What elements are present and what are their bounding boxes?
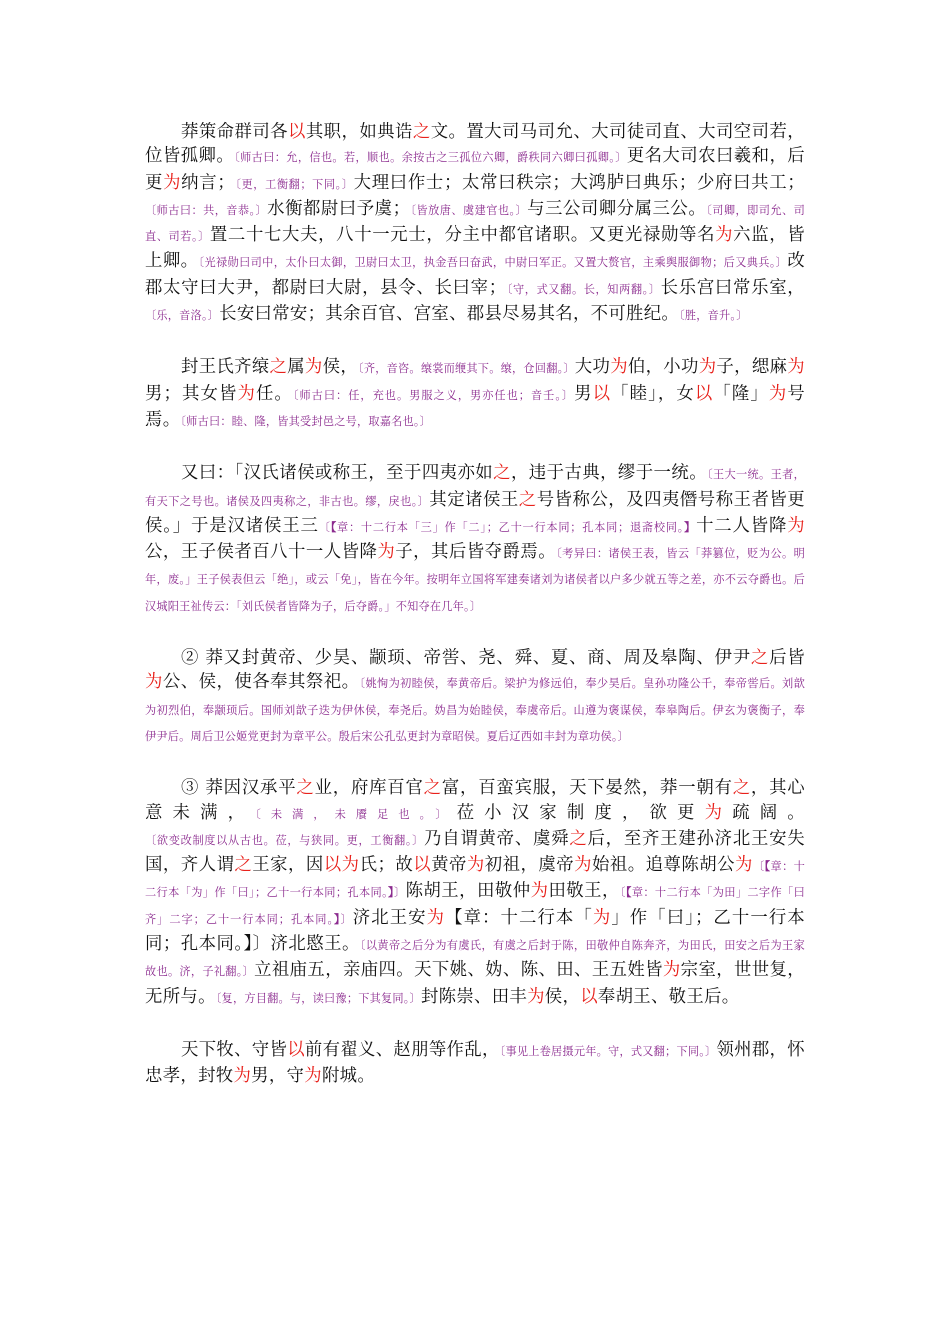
- highlighted-char: 之: [750, 648, 770, 669]
- body-text: 任。: [255, 383, 293, 404]
- highlighted-char: 之: [569, 828, 588, 849]
- highlighted-char: 以: [287, 1039, 305, 1060]
- body-text: 」作「曰」；乙十一行本同；孔本同。】〕济北愍王。: [145, 907, 805, 955]
- annotation-bracket: 【: [330, 519, 338, 534]
- annotation-note: 〔更，工衡翻；下同。〕: [235, 177, 354, 191]
- annotation-note: 〔: [619, 886, 626, 900]
- annotation-note: 〔王大一统。王者，有天下之号也。诸侯及四夷称之，非古也。缪，戾也。〕: [145, 468, 806, 508]
- annotation-note: 〔姚恂为初睦侯，奉黄帝后。梁护为修远伯，奉少昊后。皇孙功隆公千，奉帝喾后。刘歆为初烈伯，奉颛顼后。国师刘歆子迭为伊休侯，奉尧后。妫昌为始睦侯，奉虞帝后。山遵为褒谋侯，奉皋陶后。伊玄为褒衡子，奉伊尹后。周后卫公姬党更封为章平公。殷后宋公孔弘更封为章昭侯。夏后辽西如丰封为章功侯。〕: [145, 677, 805, 743]
- highlighted-char: 之: [493, 463, 511, 484]
- highlighted-char: 为: [610, 357, 628, 378]
- body-text: ② 莽又封黄帝、少昊、颛顼、帝喾、尧、舜、夏、商、周及皋陶、伊尹: [181, 648, 751, 669]
- highlighted-char: 为: [466, 855, 485, 876]
- highlighted-char: 之: [234, 855, 253, 876]
- body-text: 奉胡王、敬王后。: [597, 986, 740, 1007]
- annotation-note: 章：十二行本「为田」二字作「曰齐」二字；乙十一行本同；孔本同。: [145, 886, 805, 926]
- highlighted-char: 之: [296, 778, 315, 799]
- body-text: 「睦」，女: [611, 383, 695, 404]
- body-text: 侯，: [322, 357, 359, 378]
- body-text: 水衡都尉曰予虞；: [267, 198, 411, 219]
- body-text: 又曰：「汉氏诸侯或称王，至于四夷亦如: [181, 463, 494, 484]
- body-text: 子，缌麻: [716, 357, 788, 378]
- body-text: 更名大司农曰羲和，后更: [145, 146, 805, 193]
- annotation-note: 〔: [752, 860, 765, 874]
- body-text: 后，至齐王建孙济北王安失国，齐人谓: [145, 828, 805, 876]
- annotation-bracket: 】: [684, 519, 697, 534]
- body-text: 长安曰常安；其余百官、宫室、郡县尽易其名，不可胜纪。: [219, 304, 680, 325]
- body-text: 前有翟义、赵朋等作乱，: [304, 1039, 500, 1060]
- annotation-note: 〔乐，音洛。〕: [145, 309, 220, 323]
- body-text: 【章：十二行本「: [445, 907, 593, 928]
- body-text: 号皆称公，及四夷僭号称王者皆更侯。」于是汉诸侯王三: [145, 489, 805, 536]
- body-text: 附城。: [321, 1066, 376, 1087]
- annotation-note: 〔守，式又翻。长，知两翻。〕: [506, 282, 661, 296]
- highlighted-char: 为: [787, 357, 805, 378]
- body-text: 初祖，虞帝: [484, 855, 575, 876]
- body-text: 富，百蛮宾服，天下晏然，莽一朝有: [441, 778, 733, 799]
- body-text: 「隆」: [713, 383, 769, 404]
- paragraph-4: [145, 646, 805, 749]
- body-text: 疏阔。: [732, 802, 805, 823]
- highlighted-char: 为: [715, 225, 734, 246]
- body-text: 田敬王，: [548, 881, 620, 902]
- body-text: 男；其女皆: [145, 383, 238, 404]
- annotation-note: 〔考异曰：诸侯王表，皆云「莽篡位，贬为公。明年，废。」王子侯表但云「绝」，或云「免」，皆在今年。按明年立国将军建奏诸刘为诸侯者以户多少就五等之差，亦不云夺爵也。后汉城阳王祉传云：「刘氏侯者皆降为子，后夺爵。」不知夺在几年。〕: [145, 547, 805, 613]
- body-text: 领州郡，怀忠孝，封牧: [145, 1039, 805, 1087]
- body-text: 后皆: [769, 648, 805, 669]
- body-text: 其职，如典诰: [305, 122, 413, 142]
- annotation-note: 〔: [318, 520, 331, 534]
- body-text: 始祖。追尊陈胡公: [592, 855, 736, 876]
- annotation-note: 〔以黄帝之后分为有虞氏，有虞之后封于陈，田敬仲自陈奔齐，为田氏，田安之后为王家故也。济，子礼翻。〕: [145, 939, 805, 979]
- annotation-note: 〔师古曰：允，信也。若，顺也。余按古之三孤位六卿，爵秩同六卿曰孤卿。〕: [234, 151, 627, 165]
- body-text: 莅小汉家制度，欲更: [456, 802, 705, 823]
- body-text: 子，其后皆夺爵焉。: [395, 542, 557, 563]
- annotation-note: 〔师古曰：共，音恭。〕: [145, 203, 268, 217]
- body-text: 大理曰作士；太常曰秩宗；大鸿胪曰典乐；少府曰共工；: [353, 172, 805, 193]
- annotation-note: 〔事见上卷居摄元年。守，式又翻；下同。〕: [499, 1044, 717, 1058]
- body-text: 其定诸侯王: [429, 489, 519, 510]
- body-text: 莽策命群司各: [181, 122, 288, 142]
- highlighted-char: 为: [530, 881, 549, 902]
- annotation-bracket: 】: [388, 885, 394, 900]
- paragraph-2: [145, 355, 805, 434]
- annotation-bracket: 】: [334, 911, 341, 926]
- highlighted-char: 以: [580, 986, 598, 1007]
- highlighted-char: 为: [426, 907, 446, 928]
- body-text: 封陈崇、田丰: [420, 986, 528, 1007]
- highlighted-char: 为: [377, 542, 396, 563]
- body-text: ③ 莽因汉承平: [181, 778, 297, 799]
- annotation-bracket: 【: [764, 859, 771, 874]
- annotation-note: 〔光禄勋曰司中，太仆曰太御，卫尉曰太卫，执金吾曰奋武，中尉曰军正。又置大赘官，主乘舆服御物；后又典兵。〕: [198, 256, 788, 270]
- body-text: 伯，小功: [627, 357, 699, 378]
- highlighted-char: 之: [412, 122, 431, 142]
- body-text: ，其心意未满，: [145, 778, 805, 823]
- body-text: 属: [287, 357, 305, 378]
- body-text: 六监，皆上卿。: [145, 225, 805, 272]
- annotation-note: 〔未满，未餍足也。〕: [255, 807, 457, 821]
- highlighted-char: 为: [163, 172, 182, 193]
- highlighted-char: 为: [662, 960, 681, 981]
- body-text: 业，府库百官: [314, 778, 424, 799]
- highlighted-char: 为: [704, 802, 733, 823]
- body-text: 长乐宫曰常乐室，: [660, 277, 805, 298]
- body-text: 济北王安: [352, 907, 427, 928]
- body-text: 号焉。: [145, 383, 806, 430]
- paragraph-5: [145, 776, 805, 1011]
- highlighted-char: 之: [269, 357, 288, 378]
- body-text: 公，王子侯者百八十一人皆降: [145, 542, 378, 563]
- annotation-note: 〔司卿，即司允、司直、司若。〕: [145, 203, 805, 244]
- highlighted-char: 以: [288, 122, 306, 142]
- body-text: 十二人皆降: [696, 515, 788, 536]
- annotation-note: 〔胜，音升。〕: [679, 309, 748, 323]
- highlighted-char: 为: [304, 1066, 322, 1087]
- body-text: ，违于古典，缪于一统。: [510, 463, 708, 484]
- body-text: 男: [574, 383, 593, 404]
- paragraph-1: [145, 120, 805, 328]
- annotation-note: 〕: [394, 886, 406, 900]
- body-text: 宗室，世世复，无所与。: [145, 960, 805, 1007]
- body-text: 改郡太守曰大尹，都尉曰大尉，县令、长曰宰；: [145, 251, 806, 298]
- highlighted-char: 为: [698, 357, 717, 378]
- paragraph-3: [145, 461, 805, 619]
- highlighted-char: 之: [732, 778, 751, 799]
- annotation-note: 〕: [340, 912, 353, 926]
- body-text: 纳言；: [181, 172, 235, 193]
- highlighted-char: 为: [304, 357, 323, 378]
- annotation-note: 章：十二行本「为」作「曰」；乙十一行本同；孔本同。: [145, 860, 806, 900]
- annotation-note: 〔复，方目翻。与，读曰豫；下其复同。〕: [215, 991, 421, 1005]
- highlighted-char: 为: [237, 383, 256, 404]
- highlighted-char: 为: [735, 855, 753, 876]
- body-text: 立祖庙五，亲庙四。天下姚、妫、陈、田、王五姓皆: [254, 960, 663, 981]
- body-text: 大功: [574, 357, 611, 378]
- annotation-note: 章：十二行本「三」作「二」；乙十一行本同；孔本同；退斋校同。: [337, 520, 685, 534]
- highlighted-char: 为: [574, 855, 593, 876]
- highlighted-char: 为: [768, 383, 788, 404]
- paragraph-6: [145, 1038, 805, 1089]
- annotation-note: 〔欲变改制度以从古也。莅，与狭同。更，工衡翻。〕: [145, 833, 425, 847]
- body-text: 乃自谓黄帝、虞舜: [424, 828, 570, 849]
- highlighted-char: 为: [145, 672, 163, 693]
- highlighted-char: 之: [423, 778, 442, 799]
- body-text: 王家，因: [252, 855, 324, 876]
- body-text: 侯，: [544, 986, 581, 1007]
- highlighted-char: 以: [413, 855, 432, 876]
- body-text: 天下牧、守皆: [181, 1039, 288, 1060]
- highlighted-char: 为: [233, 1066, 252, 1087]
- highlighted-char: 为: [787, 515, 805, 536]
- highlighted-char: 以: [592, 383, 612, 404]
- highlighted-char: 以为: [323, 855, 360, 876]
- document-page: [145, 120, 805, 1116]
- highlighted-char: 以: [694, 383, 714, 404]
- highlighted-char: 为: [527, 986, 545, 1007]
- body-text: 男，守: [251, 1066, 305, 1087]
- highlighted-char: 之: [518, 489, 537, 510]
- annotation-bracket: 【: [625, 885, 632, 900]
- body-text: 封王氏齐缞: [181, 357, 270, 378]
- body-text: 与三公司卿分属三公。: [527, 198, 707, 219]
- body-text: 公、侯，使各奉其祭祀。: [162, 672, 360, 693]
- body-text: 氏；故: [359, 855, 414, 876]
- annotation-note: 〔皆放唐、虞建官也。〕: [410, 203, 528, 217]
- body-text: 陈胡王，田敬仲: [405, 881, 531, 902]
- highlighted-char: 为: [592, 907, 612, 928]
- body-text: 文。置大司马司允、大司徒司直、大司空司若，位皆孤卿。: [145, 122, 805, 167]
- annotation-note: 〔师古曰：睦、隆，皆其受封邑之号，取嘉名也。〕: [180, 414, 432, 428]
- body-text: 置二十七大夫，八十一元士，分主中都官诸职。又更光禄勋等名: [209, 225, 716, 246]
- body-text: 黄帝: [431, 855, 467, 876]
- annotation-note: 〔师古曰：任，充也。男服之义，男亦任也；音壬。〕: [292, 388, 575, 402]
- annotation-note: 〔齐，音咨。缞裳而缏其下。缞，仓回翻。〕: [358, 362, 575, 376]
